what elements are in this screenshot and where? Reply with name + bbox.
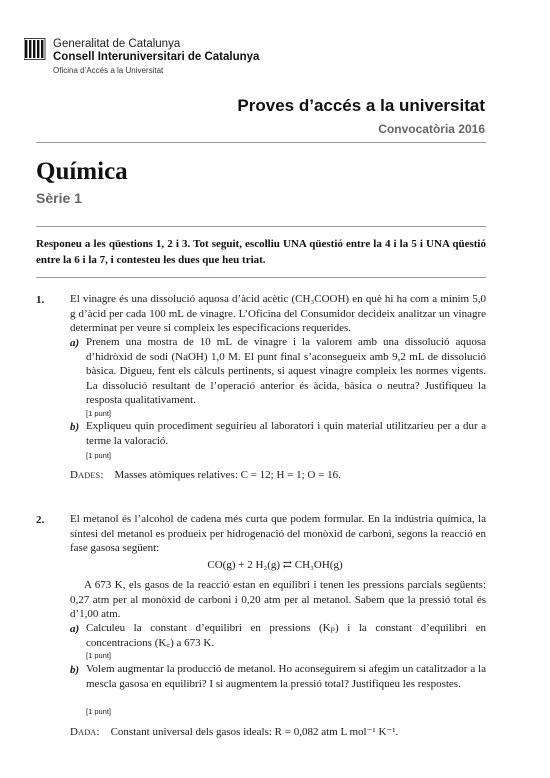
part-points: [1 punt]: [86, 651, 112, 660]
org-name-line1: Generalitat de Catalunya: [53, 38, 181, 50]
org-name-line3: Oficina d’Accés a la Universitat: [53, 66, 164, 75]
data-text: Constant universal dels gasos ideals: R = 0,082 atm L mol⁻¹ K⁻¹.: [110, 726, 399, 738]
instructions-text: Responeu a les qüestions 1, 2 i 3. Tot seguit, escolliu UNA qüestió entre la 4 i la 5 i UNA qüestió entre la 6 i la 7, i contesteu les dues que heu triat.: [36, 238, 486, 266]
part-points: [1 punt]: [86, 451, 112, 460]
question-data: [70, 469, 341, 481]
question-number: 2.: [36, 514, 45, 526]
part-letter: a): [70, 623, 80, 635]
part-text: Calculeu la constant d’equilibri en pressions (Kₚ) i la constant d’equilibri en concentracions (K꜀) a 673 K.: [86, 622, 486, 649]
data-text: Masses atòmiques relatives: C = 12; H = 1; O = 16.: [114, 469, 341, 481]
header-divider: [36, 142, 486, 143]
part-text: Volem augmentar la producció de metanol. Ho aconseguirem si afegim un catalitzador a la mescla gasosa en equilibri? I si augmentem la pressió total? Justifiqueu les respostes.: [86, 663, 486, 690]
part-letter: a): [70, 337, 80, 349]
part-letter: b): [70, 664, 80, 676]
instructions-bottom-divider: [36, 277, 486, 278]
subject-title: Química: [36, 158, 128, 185]
part-text: Expliqueu quin procediment seguiríeu al laboratori i quin material utilitzaríeu per a dur a terme la valoració.: [86, 420, 486, 447]
question-intro: El metanol és l’alcohol de cadena més curta que podem formular. En la indústria química, la síntesi del metanol es produeix per hidrogenació del monòxid de carboni, segons la reacció en fase gasosa següent:: [70, 513, 486, 555]
generalitat-logo-icon: [24, 38, 46, 60]
question-context: A 673 K, els gasos de la reacció estan en equilibri i tenen les pressions parcials següents: 0,27 atm per al monòxid de carboni i 0,20 atm per al metanol. Sabem que la pressió total és d’1,00 atm.: [70, 579, 486, 621]
org-name-line2: Consell Interuniversitari de Catalunya: [53, 51, 260, 63]
question-intro: El vinagre és una dissolució aquosa d’àcid acètic (CH₃COOH) en què hi ha com a mínim 5,0 g d’àcid per cada 100 mL de vinagre. L’Oficina del Consumidor decideix analitzar un vinagre determinat per veure si compleix les especificacions requerides.: [70, 293, 486, 335]
convocatoria-label: Convocatòria 2016: [378, 122, 485, 136]
serie-label: Sèrie 1: [36, 190, 82, 206]
part-points: [1 punt]: [86, 409, 112, 418]
data-label: Dades:: [70, 469, 104, 481]
question-number: 1.: [36, 294, 45, 306]
instructions-top-divider: [36, 226, 486, 227]
reaction-equation: CO(g) + 2 H₂(g) ⇄ CH₃OH(g): [207, 559, 343, 571]
part-points: [1 punt]: [86, 707, 112, 716]
question-data: [70, 725, 398, 738]
exam-title: Proves d’accés a la universitat: [237, 96, 485, 115]
part-text: Prenem una mostra de 10 mL de vinagre i la valorem amb una dissolució aquosa d’hidròxid de sodi (NaOH) 1,0 M. El punt final s’aconsegueix amb 9,2 mL de dissolució bàsica. Digueu, fent els càlculs pertinents, si aquest vinagre compleix les normes vigents. La dissolució resultant de l’operació anterior és àcida, bàsica o neutra? Justifiqueu la resposta qualitativament.: [86, 336, 486, 407]
part-letter: b): [70, 421, 80, 433]
data-label: Dada:: [70, 726, 100, 738]
